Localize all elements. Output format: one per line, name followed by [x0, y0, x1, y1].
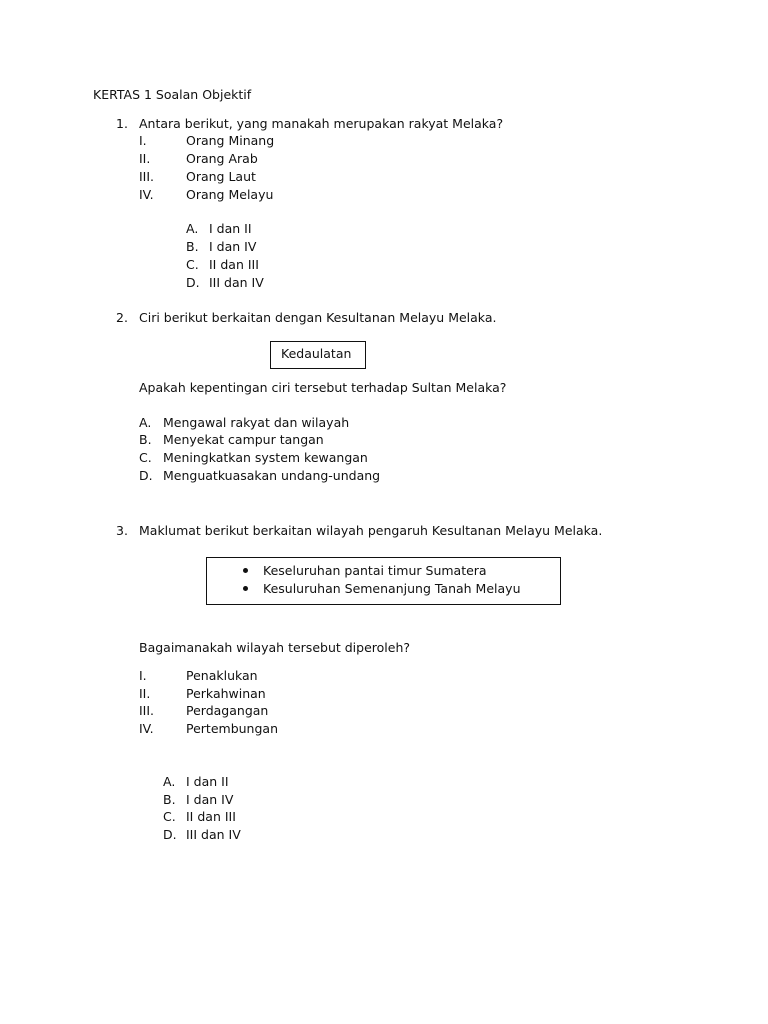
option-letter: A. — [139, 415, 152, 430]
option-text: Meningkatkan system kewangan — [163, 450, 368, 465]
statement-number: I. — [139, 133, 147, 148]
info-box-text: Kedaulatan — [281, 346, 352, 361]
statement-text: Perkahwinan — [186, 686, 266, 701]
info-box — [270, 341, 366, 369]
option-letter: C. — [139, 450, 152, 465]
statement-number: II. — [139, 686, 151, 701]
option-letter: D. — [186, 275, 200, 290]
option-text: III dan IV — [209, 275, 264, 290]
statement-text: Orang Arab — [186, 151, 258, 166]
question-number: 2. — [116, 310, 128, 325]
bullet-icon — [243, 586, 248, 591]
option-text: I dan II — [209, 221, 252, 236]
statement-number: III. — [139, 169, 155, 184]
info-box-item: Kesuluruhan Semenanjung Tanah Melayu — [263, 581, 521, 596]
option-text: I dan IV — [186, 792, 234, 807]
statement-number: III. — [139, 703, 155, 718]
option-text: Menguatkuasakan undang-undang — [163, 468, 381, 483]
statement-number: II. — [139, 151, 151, 166]
option-letter: C. — [186, 257, 199, 272]
option-letter: D. — [139, 468, 153, 483]
option-text: Mengawal rakyat dan wilayah — [163, 415, 350, 430]
statement-text: Orang Minang — [186, 133, 275, 148]
option-text: III dan IV — [186, 827, 241, 842]
statement-text: Perdagangan — [186, 703, 269, 718]
option-letter: B. — [163, 792, 176, 807]
option-letter: A. — [163, 774, 176, 789]
statement-text: Penaklukan — [186, 668, 258, 683]
statement-text: Orang Laut — [186, 169, 256, 184]
option-letter: D. — [163, 827, 177, 842]
question-text: Bagaimanakah wilayah tersebut diperoleh? — [139, 640, 411, 655]
statement-text: Orang Melayu — [186, 187, 274, 202]
option-letter: B. — [139, 432, 152, 447]
question-stem: Ciri berikut berkaitan dengan Kesultanan Melayu Melaka. — [139, 310, 497, 325]
info-box-item: Keseluruhan pantai timur Sumatera — [263, 563, 487, 578]
question-text: Antara berikut, yang manakah merupakan rakyat Melaka? — [139, 116, 504, 131]
question-number: 1. — [116, 116, 128, 131]
option-text: II dan III — [209, 257, 259, 272]
statement-number: IV. — [139, 187, 154, 202]
option-text: II dan III — [186, 809, 236, 824]
statement-number: I. — [139, 668, 147, 683]
option-letter: A. — [186, 221, 199, 236]
option-text: Menyekat campur tangan — [163, 432, 324, 447]
info-box — [206, 557, 561, 605]
option-letter: B. — [186, 239, 199, 254]
page-title: KERTAS 1 Soalan Objektif — [93, 87, 252, 102]
question-stem: Maklumat berikut berkaitan wilayah pengaruh Kesultanan Melayu Melaka. — [139, 523, 603, 538]
statement-number: IV. — [139, 721, 154, 736]
statement-text: Pertembungan — [186, 721, 278, 736]
question-text: Apakah kepentingan ciri tersebut terhadap Sultan Melaka? — [139, 380, 507, 395]
bullet-icon — [243, 568, 248, 573]
option-text: I dan IV — [209, 239, 257, 254]
option-letter: C. — [163, 809, 176, 824]
question-number: 3. — [116, 523, 128, 538]
option-text: I dan II — [186, 774, 229, 789]
